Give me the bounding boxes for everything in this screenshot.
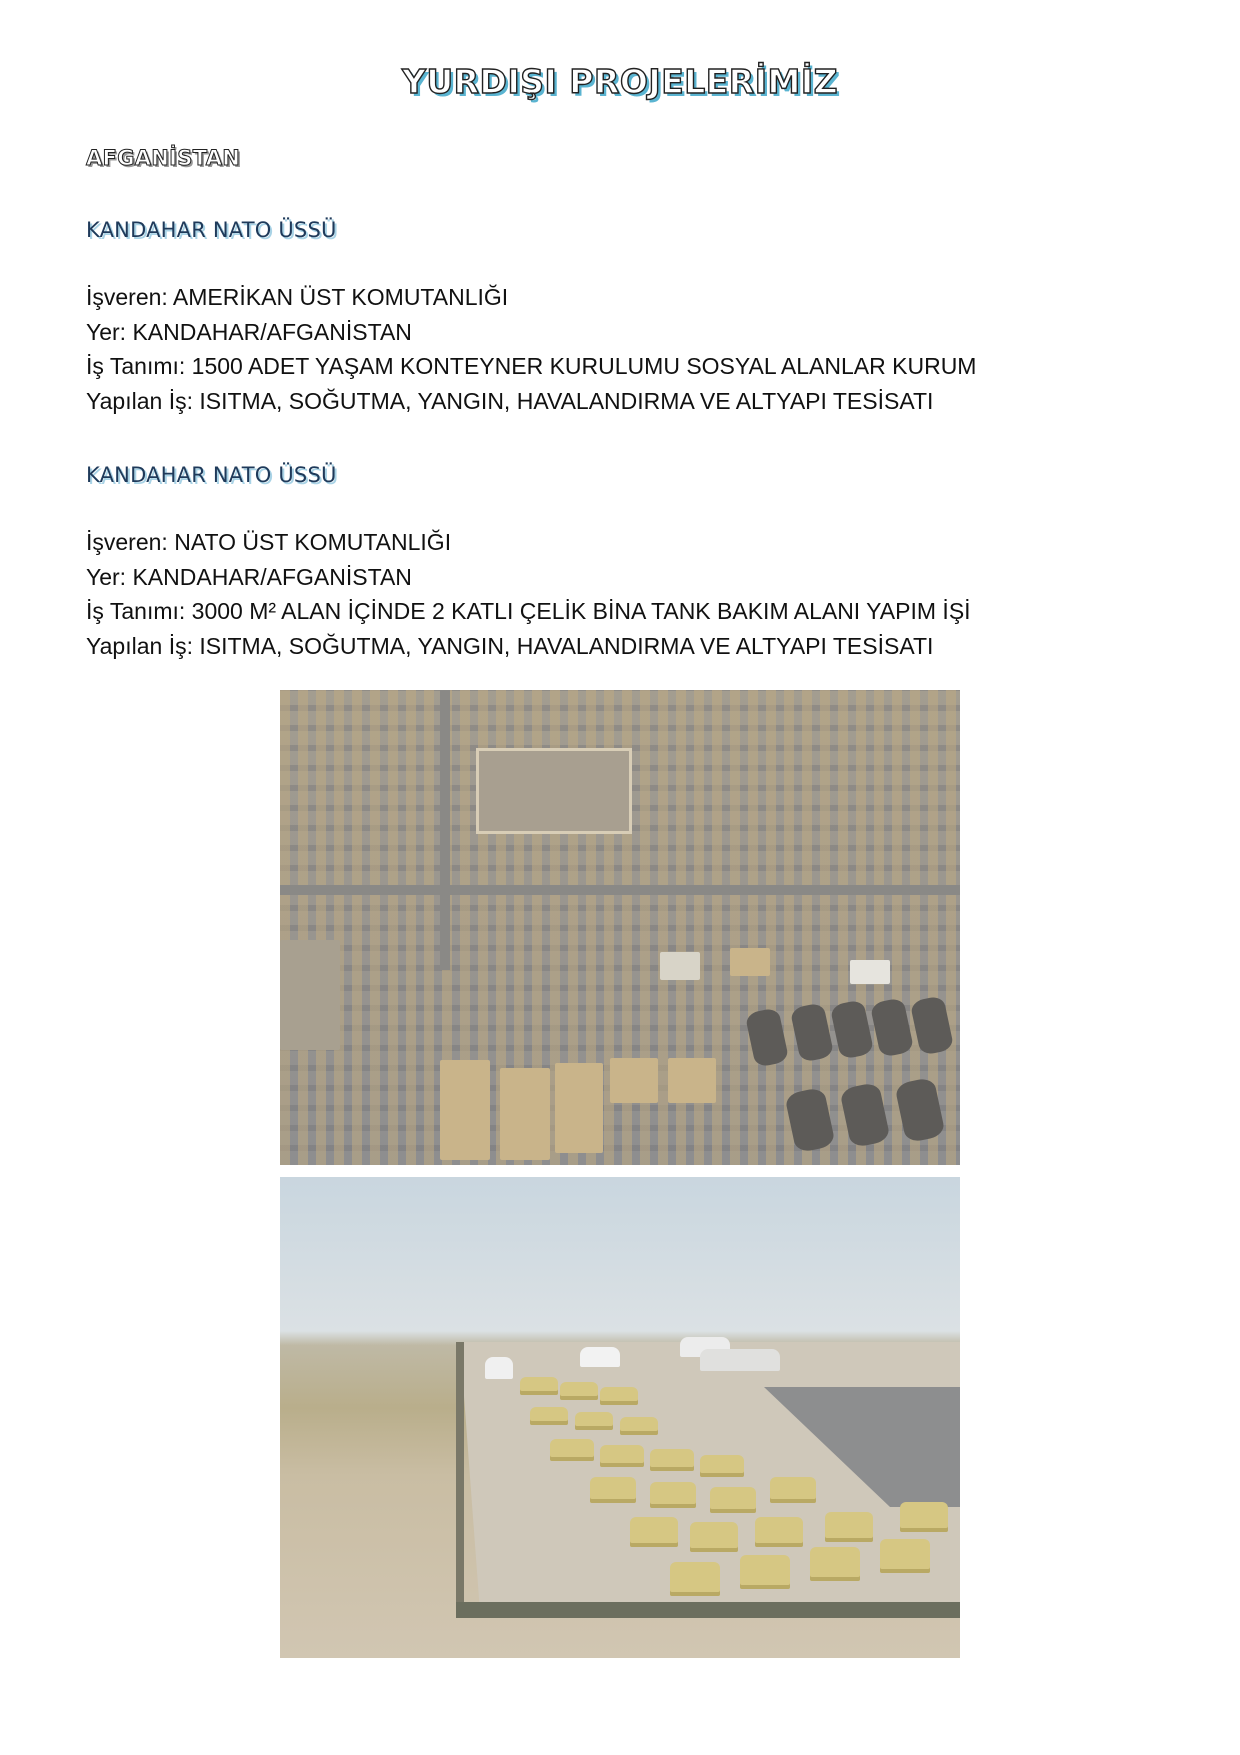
project-details-1 [86,280,976,418]
tent [670,1562,720,1596]
vehicle-pad [839,1081,891,1148]
aerial-base-photo [280,690,960,1165]
tent [730,948,770,976]
road [280,885,960,895]
work-done-line: Yapılan İş: ISITMA, SOĞUTMA, YANGIN, HAVALANDIRMA VE ALTYAPI TESİSATI [86,387,934,414]
vehicle-pad [745,1007,790,1068]
tent [880,1539,930,1573]
project-heading-1: KANDAHAR NATO ÜSSÜ [86,218,337,242]
tent [560,1382,598,1400]
page-title: YURDIŞI PROJELERİMİZ [401,62,839,101]
perimeter-wall [456,1602,960,1618]
vehicle-pad [830,999,875,1060]
hangar [485,1357,513,1379]
tent [620,1417,658,1435]
tent [575,1412,613,1430]
tent [690,1522,738,1552]
country-heading: AFGANİSTAN [86,146,241,170]
vehicle-pad [790,1002,835,1063]
tent [600,1387,638,1405]
description-line: İş Tanımı: 3000 M² ALAN İÇİNDE 2 KATLI ÇELİK BİNA TANK BAKIM ALANI YAPIM İŞİ [86,598,971,624]
road [440,690,450,970]
location-line: Yer: KANDAHAR/AFGANİSTAN [86,318,412,345]
hangar [580,1347,620,1367]
vehicle-pad [910,995,955,1056]
vehicle-pad [870,997,915,1058]
description-line: İş Tanımı: 1500 ADET YAŞAM KONTEYNER KURULUMU SOSYAL ALANLAR KURUM [86,353,977,379]
project-details-2 [86,525,971,663]
tent [710,1487,756,1513]
employer-line: İşveren: AMERİKAN ÜST KOMUTANLIĞI [86,284,509,310]
hangar [440,1060,490,1160]
tent [590,1477,636,1503]
tent [530,1407,568,1425]
tent [740,1555,790,1589]
work-done-line: Yapılan İş: ISITMA, SOĞUTMA, YANGIN, HAVALANDIRMA VE ALTYAPI TESİSATI [86,632,934,659]
building [280,940,340,1050]
tent [600,1445,644,1467]
tent-camp-photo [280,1177,960,1658]
tent [900,1502,948,1532]
tent [650,1449,694,1471]
tent [700,1455,744,1477]
tent [520,1377,558,1395]
hangar [555,1063,603,1153]
perimeter-wall [456,1342,464,1618]
tent [550,1439,594,1461]
tent [660,952,700,980]
tent [770,1477,816,1503]
project-heading-2: KANDAHAR NATO ÜSSÜ [86,463,337,487]
tent [755,1517,803,1547]
tent [650,1482,696,1508]
tent [850,960,890,984]
location-line: Yer: KANDAHAR/AFGANİSTAN [86,563,412,590]
hangar [700,1349,780,1371]
hangar [500,1068,550,1160]
employer-line: İşveren: NATO ÜST KOMUTANLIĞI [86,529,452,555]
tent [630,1517,678,1547]
hangar [668,1058,716,1103]
tent [810,1547,860,1581]
vehicle-pad [894,1076,946,1143]
parade-square [476,748,632,834]
hangar [610,1058,658,1103]
vehicle-pad [784,1086,836,1153]
tent [825,1512,873,1542]
